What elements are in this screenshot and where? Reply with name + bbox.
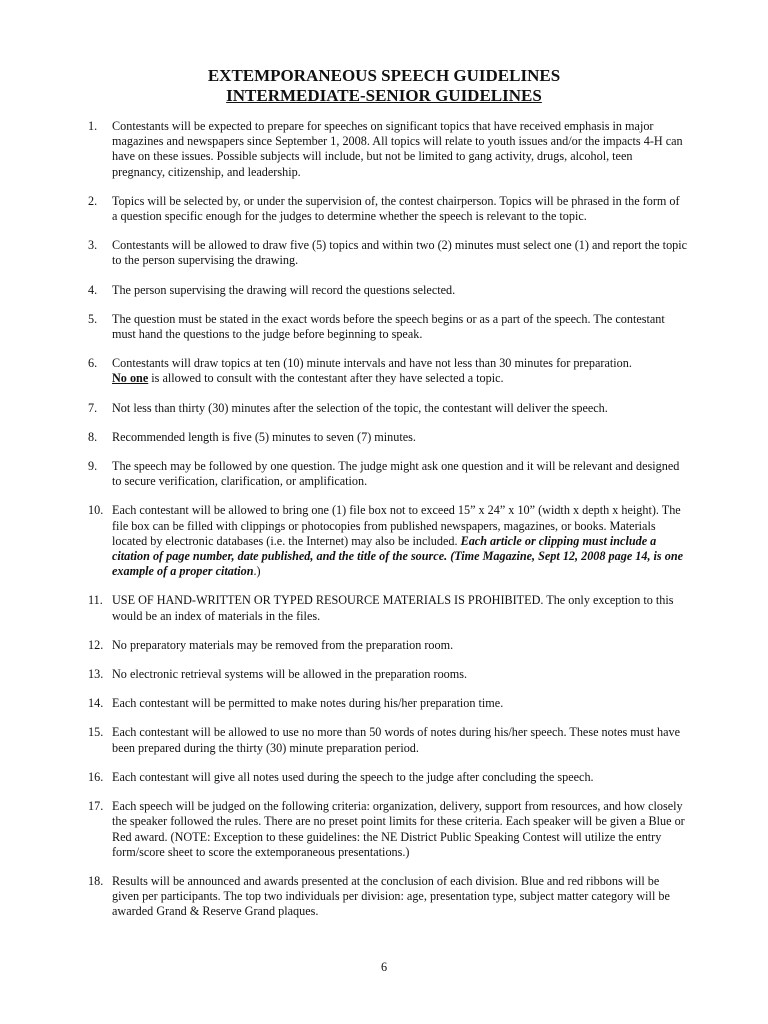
page-number: 6 — [380, 960, 388, 974]
list-item — [88, 638, 688, 653]
item-number: 5. — [88, 311, 98, 326]
item-text-cont: is allowed to consult with the contestant after they have selected a topic. — [148, 371, 504, 386]
item-number: 4. — [88, 282, 98, 297]
list-item — [88, 401, 688, 416]
item-emphasis: Each article or clipping must include a citation of page number, date published, and the title of the source. (Time Magazine, Sept 12, 2008 page 14, is one example of a proper citation — [112, 533, 684, 579]
list-item — [88, 667, 688, 682]
item-text: Each contestant will be permitted to make notes during his/her preparation time. — [112, 696, 504, 711]
item-number: 15. — [88, 725, 104, 740]
item-number: 17. — [88, 799, 104, 814]
item-text-cont: .) — [253, 564, 261, 579]
list-item — [88, 799, 688, 860]
item-text: Recommended length is five (5) minutes to seven (7) minutes. — [112, 429, 416, 444]
item-emphasis: No one — [112, 371, 149, 386]
list-item — [88, 725, 688, 755]
item-text: Not less than thirty (30) minutes after the selection of the topic, the contestant will deliver the speech. — [112, 400, 608, 415]
list-item — [88, 430, 688, 445]
item-number: 13. — [88, 667, 104, 682]
list-item — [88, 312, 688, 342]
item-number: 2. — [88, 193, 98, 208]
item-number: 6. — [88, 356, 98, 371]
item-text: Each contestant will be allowed to bring one (1) file box not to exceed 15” x 24” x 10” (width x depth x height). The file box can be filled with clippings or photocopies from published newspapers, magazines, or books. Materials located by electronic databases (i.e. the Internet) may also be included. — [112, 503, 681, 548]
item-text: Contestants will be allowed to draw five (5) topics and within two (2) minutes must select one (1) and report the topic to the person supervising the drawing. — [112, 238, 688, 268]
list-item — [88, 194, 688, 224]
list-item — [88, 874, 688, 920]
list-item — [88, 696, 688, 711]
item-text: No preparatory materials may be removed from the preparation room. — [112, 637, 454, 652]
item-number: 14. — [88, 696, 104, 711]
item-number: 11. — [88, 593, 103, 608]
list-item — [88, 459, 688, 489]
item-number: 9. — [88, 459, 98, 474]
item-text: Topics will be selected by, or under the supervision of, the contest chairperson. Topics will be phrased in the form of a question specific enough for the judges to determine whether the speech is relevant to the topic. — [112, 193, 680, 224]
item-text: The speech may be followed by one question. The judge might ask one question and it will be relevant and designed to secure verification, clarification, or amplification. — [112, 459, 680, 489]
document-subtitle: INTERMEDIATE-SENIOR GUIDELINES — [226, 86, 542, 105]
item-text: No electronic retrieval systems will be allowed in the preparation rooms. — [112, 667, 468, 682]
item-number: 10. — [88, 503, 104, 518]
item-number: 8. — [88, 429, 98, 444]
list-item — [88, 119, 688, 180]
item-text: Each speech will be judged on the following criteria: organization, delivery, support from resources, and how closely the speaker followed the rules. There are no preset point limits for these criteria. Each speaker will be given a Blue or Red award. (NOTE: Exception to these guidelines: the NE District Public Speaking Contest will utilize the entry form/score sheet to score the extemporaneous presentations.) — [112, 799, 685, 859]
item-text: Contestants will be expected to prepare for speeches on significant topics that have received emphasis in major magazines and newspapers since September 1, 2008. All topics will relate to youth issues and/or the impacts 4-H can have on these issues. Possible subjects will include, but not be limited to gang activity, drugs, alcohol, teen pregnancy, citizenship, and leadership. — [112, 119, 683, 179]
item-number: 12. — [88, 637, 104, 652]
item-text: USE OF HAND-WRITTEN OR TYPED RESOURCE MATERIALS IS PROHIBITED. The only exception to this would be an index of materials in the files. — [112, 593, 674, 623]
list-item — [88, 283, 688, 298]
item-text: The question must be stated in the exact words before the speech begins or as a part of the speech. The contestant must hand the questions to the judge before beginning to speak. — [112, 311, 665, 342]
item-number: 18. — [88, 873, 104, 888]
item-text: The person supervising the drawing will record the questions selected. — [112, 282, 456, 297]
item-text: Contestants will draw topics at ten (10) minute intervals and have not less than 30 minutes for preparation. — [112, 356, 632, 371]
item-number: 16. — [88, 769, 104, 784]
list-item — [88, 238, 688, 268]
list-item — [88, 356, 688, 386]
list-item — [88, 593, 688, 623]
item-number: 1. — [88, 119, 98, 133]
item-number: 3. — [88, 238, 98, 253]
item-number: 7. — [88, 400, 98, 415]
list-item — [88, 770, 688, 785]
item-text: Results will be announced and awards presented at the conclusion of each division. Blue and red ribbons will be given per participants. The top two individuals per division: age, presentation type, subject matter category will be awarded Grand & Reserve Grand plaques. — [112, 873, 670, 919]
list-item — [88, 503, 688, 579]
document-title: EXTEMPORANEOUS SPEECH GUIDELINES — [207, 66, 561, 85]
item-text: Each contestant will give all notes used during the speech to the judge after concluding the speech. — [112, 769, 594, 784]
item-text: Each contestant will be allowed to use no more than 50 words of notes during his/her speech. These notes must have been prepared during the thirty (30) minute preparation period. — [112, 725, 681, 755]
guidelines-list — [88, 119, 688, 934]
